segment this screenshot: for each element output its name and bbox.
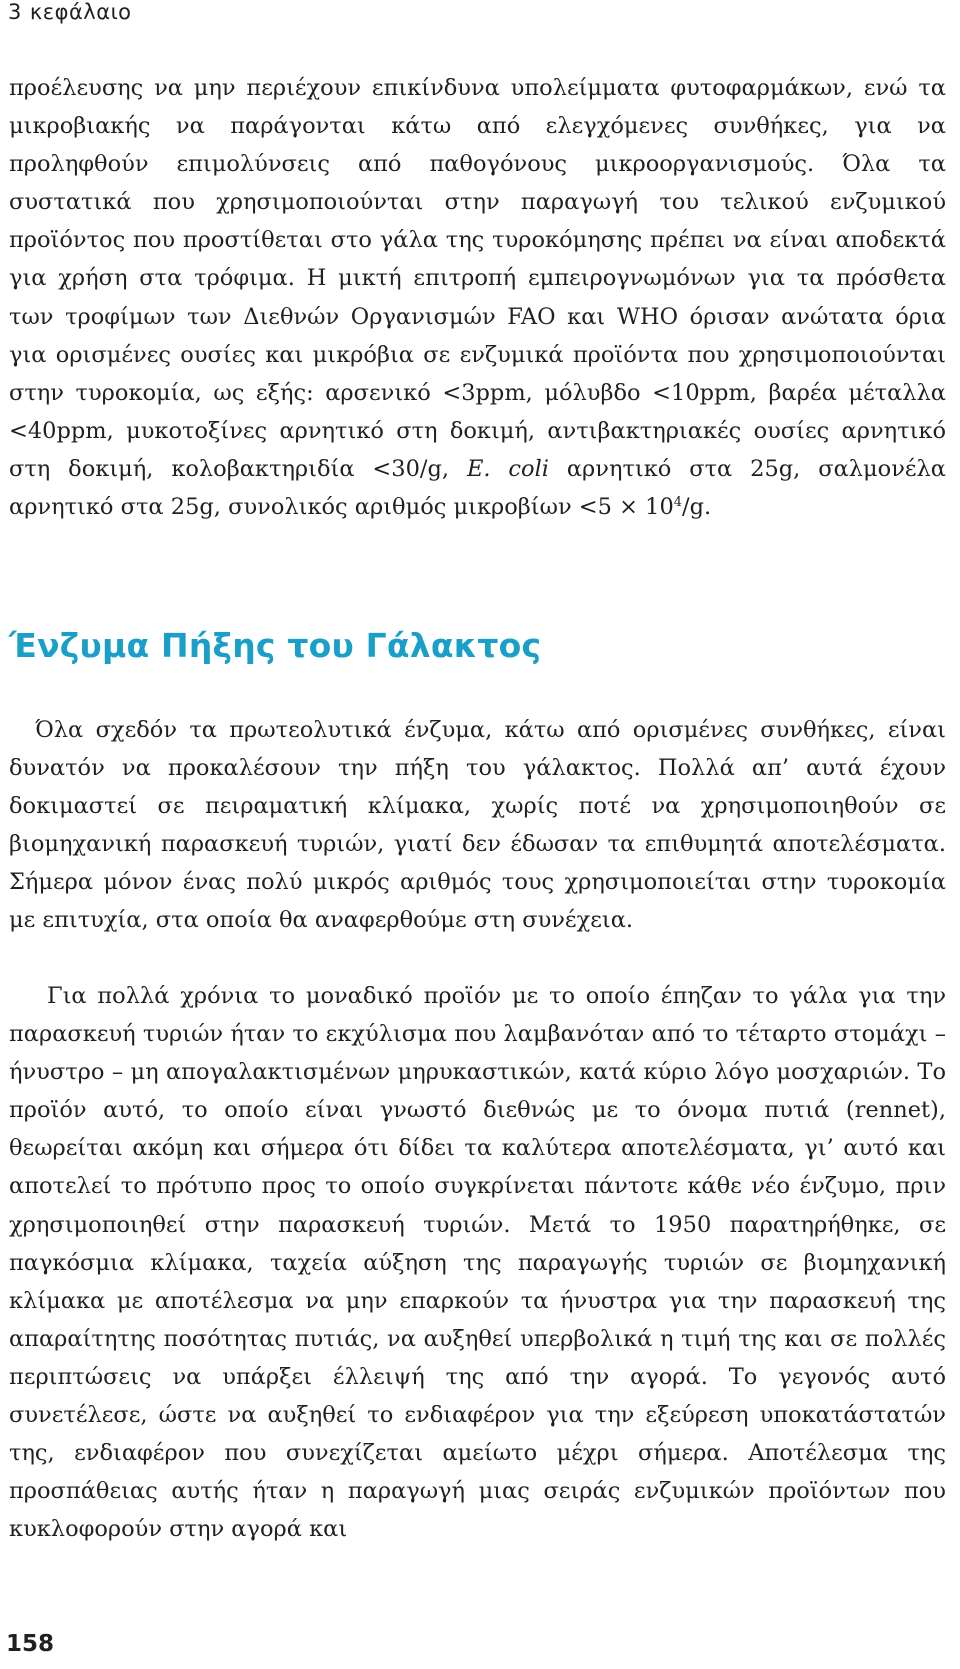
paragraph-2 (9, 711, 946, 940)
paragraph-3 (9, 977, 946, 1548)
section-heading: Ένζυμα Πήξης του Γάλακτος (9, 626, 542, 665)
paragraph-3-text: Για πολλά χρόνια το μοναδικό προϊόν με το οποίο έπηζαν το γάλα για την παρασκευή τυριών ήταν το εκχύλισμα που λαμβανόταν από το τέταρτο στομάχι – ήνυστρο – μη απογαλακτισμένων μηρυκαστικών, κατά κύριο λόγο μοσχαριών. Το προϊόν αυτό, το οποίο είναι γνωστό διεθνώς με το όνομα πυτιά (rennet), θεωρείται ακόμη και σήμερα ότι δίδει τα καλύτερα αποτελέσματα, γι’ αυτό και αποτελεί το πρότυπο προς το οποίο συγκρίνεται πάντοτε κάθε νέο ένζυμο, πριν χρησιμοποιηθεί στην παρασκευή τυριών. Μετά το 1950 παρατηρήθηκε, σε παγκόσμια κλίμακα, ταχεία αύξηση της παραγωγής τυριών σε βιομηχανική κλίμακα με αποτέλεσμα να μην επαρκούν τα ήνυστρα για την παρασκευή της απαραίτητης ποσότητας πυτιάς, να αυξηθεί υπερβολικά η τιμή της και σε πολλές περιπτώσεις να υπάρξει έλλειψή της από την αγορά. Το γεγονός αυτό συνετέλεσε, ώστε να αυξηθεί το ενδιαφέρον για την εξεύρεση υποκατάστατών της, ενδιαφέρον που συνεχίζεται αμείωτο μέχρι σήμερα. Αποτέλεσμα της προσπάθειας αυτής ήταν η παραγωγή μιας σειράς ενζυμικών προϊόντων που κυκλοφορούν στην αγορά και (9, 983, 946, 1543)
page-number: 158 (6, 1631, 55, 1657)
paragraph-1 (9, 69, 946, 526)
paragraph-1-text-c: /g. (682, 494, 712, 521)
paragraph-1-text-b: αρνητικό στα 25g, σαλμονέλα αρνητικό στα 25g, συνολικός αριθμός μικροβίων <5 × 10 (9, 455, 946, 521)
superscript-exponent: 4 (673, 495, 683, 511)
running-head (8, 0, 132, 24)
paragraph-2-text: Όλα σχεδόν τα πρωτεολυτικά ένζυμα, κάτω από ορισμένες συνθήκες, είναι δυνατόν να προκαλέσουν την πήξη του γάλακτος. Πολλά απ’ αυτά έχουν δοκιμαστεί σε πειραματική κλίμακα, χωρίς ποτέ να χρησιμοποιηθούν σε βιομηχανική παρασκευή τυριών, γιατί δεν έδωσαν τα επιθυμητά αποτελέσματα. Σήμερα μόνον ένας πολύ μικρός αριθμός τους χρησιμοποιείται στην τυροκομία με επιτυχία, στα οποία θα αναφερθούμε στη συνέχεια. (9, 717, 946, 934)
chapter-label: κεφάλαιο (29, 0, 132, 24)
paragraph-1-text-a: προέλευσης να μην περιέχουν επικίνδυνα υπολείμματα φυτοφαρμάκων, ενώ τα μικροβιακής να παράγονται κάτω από ελεγχόμενες συνθήκες, για να προληφθούν επιμολύνσεις από παθογόνους μικροοργανισμούς. Όλα τα συστατικά που χρησιμοποιούνται στην παραγωγή του τελικού ενζυμικού προϊόντος που προστίθεται στο γάλα της τυροκόμησης πρέπει να είναι αποδεκτά για χρήση στα τρόφιμα. Η μικτή επιτροπή εμπειρογνωμόνων για τα πρόσθετα των τροφίμων των Διεθνών Οργανισμών FAO και WHO όρισαν ανώτατα όρια για ορισμένες ουσίες και μικρόβια σε ενζυμικά προϊόντα που χρησιμοποιούνται στην τυροκομία, ως εξής: αρσενικό <3ppm, μόλυβδο <10ppm, βαρέα μέταλλα <40ppm, μυκοτοξίνες αρνητικό στη δοκιμή, αντιβακτηριακές ουσίες αρνητικό στη δοκιμή, κολοβακτηριδία <30/g, (9, 75, 946, 482)
chapter-number: 3 (8, 0, 22, 24)
italic-term-ecoli: E. coli (466, 455, 549, 482)
